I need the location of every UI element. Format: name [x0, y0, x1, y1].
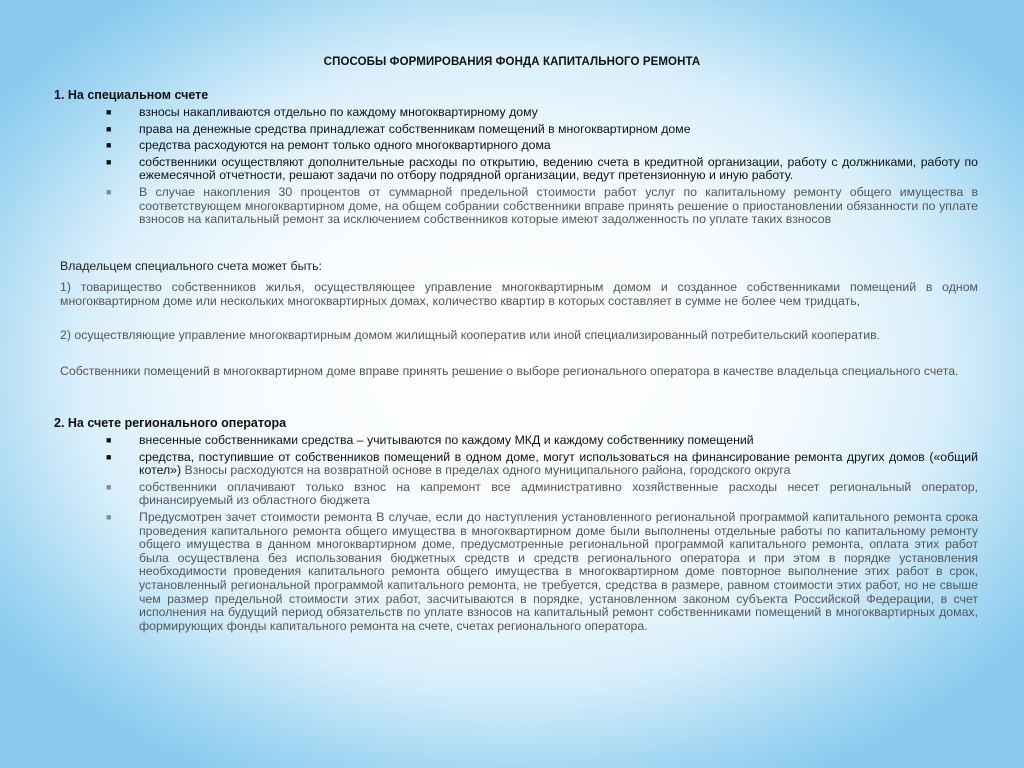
bullet-text: собственники оплачивают только взнос на капремонт все административно хозяйственные расходы несет региональный оператор, финансируемый из областного бюджета — [139, 479, 978, 508]
owner-item-1: 1) товарищество собственников жилья, осуществляющее управление многоквартирным домом и созданное собственниками помещений в одном многоквартирном доме или нескольких многоквартирных домах, количество квартир в которых составляет в сумме не более чем тридцать, — [60, 280, 978, 308]
section-1-heading: 1. На специальном счете — [54, 88, 209, 102]
owner-item-2: 2) осуществляющие управление многоквартирным домом жилищный кооператив или иной специализированный потребительский кооператив. — [60, 328, 881, 342]
square-bullet-icon: ■ — [106, 511, 112, 522]
list-item — [106, 156, 978, 183]
bullet-text: Предусмотрен зачет стоимости ремонта В случае, если до наступления установленного региональной программой капитального ремонта срока проведения капитального ремонта общего имущества в многоквартирном доме были выполнены отдельные работы по капитальному ремонту общего имущества в данном многоквартирном доме, предусмотренные региональной программой капитального ремонта, оплата этих работ была осуществлена без использования бюджетных средств и средств регионального оператора и при этом в порядке установления необходимости проведения капитального ремонта общего имущества в многоквартирном доме повторное выполнение этих работ в срок, установленный региональной программой капитального ремонта, не требуется, средства в размере, равном стоимости этих работ, но не свыше чем размер предельной стоимости этих работ, засчитываются в порядке, установленном законом субъекта Российской Федерации, в счет исполнения на будущий период обязательств по уплате взносов на капитальный ремонт собственниками помещений в многоквартирных домах, формирующих фонды капитального ремонта на счете, счетах регионального оператора. — [139, 509, 978, 633]
square-bullet-icon: ■ — [106, 107, 112, 117]
bullet-text-secondary: Взносы расходуются на возвратной основе в пределах одного муниципального района, городского округа — [181, 463, 791, 478]
bullet-text: собственники осуществляют дополнительные расходы по открытию, ведению счета в кредитной организации, работу с должниками, работу по ежемесячной отчетности, решают задачи по отбору подрядной организации, ведут претензионную и иную работу. — [139, 154, 978, 183]
list-item — [106, 186, 978, 227]
list-item — [106, 139, 978, 153]
owner-heading: Владельцем специального счета может быть: — [60, 259, 322, 273]
section-2-bullet-list — [106, 434, 978, 633]
list-item — [106, 123, 978, 137]
list-item — [106, 481, 978, 508]
square-bullet-icon: ■ — [106, 123, 112, 134]
square-bullet-icon: ■ — [106, 156, 112, 167]
section-2-heading: 2. На счете регионального оператора — [54, 416, 287, 430]
bullet-text: права на денежные средства принадлежат собственникам помещений в многоквартирном доме — [139, 121, 691, 136]
bullet-text-primary: средства, поступившие от собственников помещений в одном доме, могут использоваться на финансирование ремонта других домов («общий котел») — [139, 449, 978, 478]
square-bullet-icon: ■ — [106, 435, 112, 445]
bullet-text: внесенные собственниками средства – учитываются по каждому МКД и каждому собственнику помещений — [139, 433, 754, 447]
square-bullet-icon: ■ — [106, 451, 112, 462]
list-item — [106, 106, 978, 120]
square-bullet-icon: ■ — [106, 140, 112, 151]
list-item — [106, 451, 978, 478]
owner-note: Собственники помещений в многоквартирном доме вправе принять решение о выборе регионального оператора в качестве владельца специального счета. — [60, 364, 959, 378]
slide-title: СПОСОБЫ ФОРМИРОВАНИЯ ФОНДА КАПИТАЛЬНОГО РЕМОНТА — [323, 56, 701, 68]
bullet-text: В случае накопления 30 процентов от суммарной предельной стоимости работ услуг по капитальному ремонту общего имущества в соответствующем многоквартирном доме, на общем собрании собственники вправе принять решение о приостановлении обязанности по уплате взносов на капитальный ремонт за исключением собственников которые имеют задолженность по уплате таких взносов — [139, 184, 978, 227]
bullet-text: взносы накапливаются отдельно по каждому многоквартирному дому — [139, 105, 538, 119]
list-item — [106, 434, 978, 448]
section-1-bullet-list — [106, 106, 978, 227]
bullet-text: средства расходуются на ремонт только одного многоквартирного дома — [139, 138, 551, 153]
list-item — [106, 511, 978, 633]
square-bullet-icon: ■ — [106, 481, 112, 492]
square-bullet-icon: ■ — [106, 186, 112, 197]
